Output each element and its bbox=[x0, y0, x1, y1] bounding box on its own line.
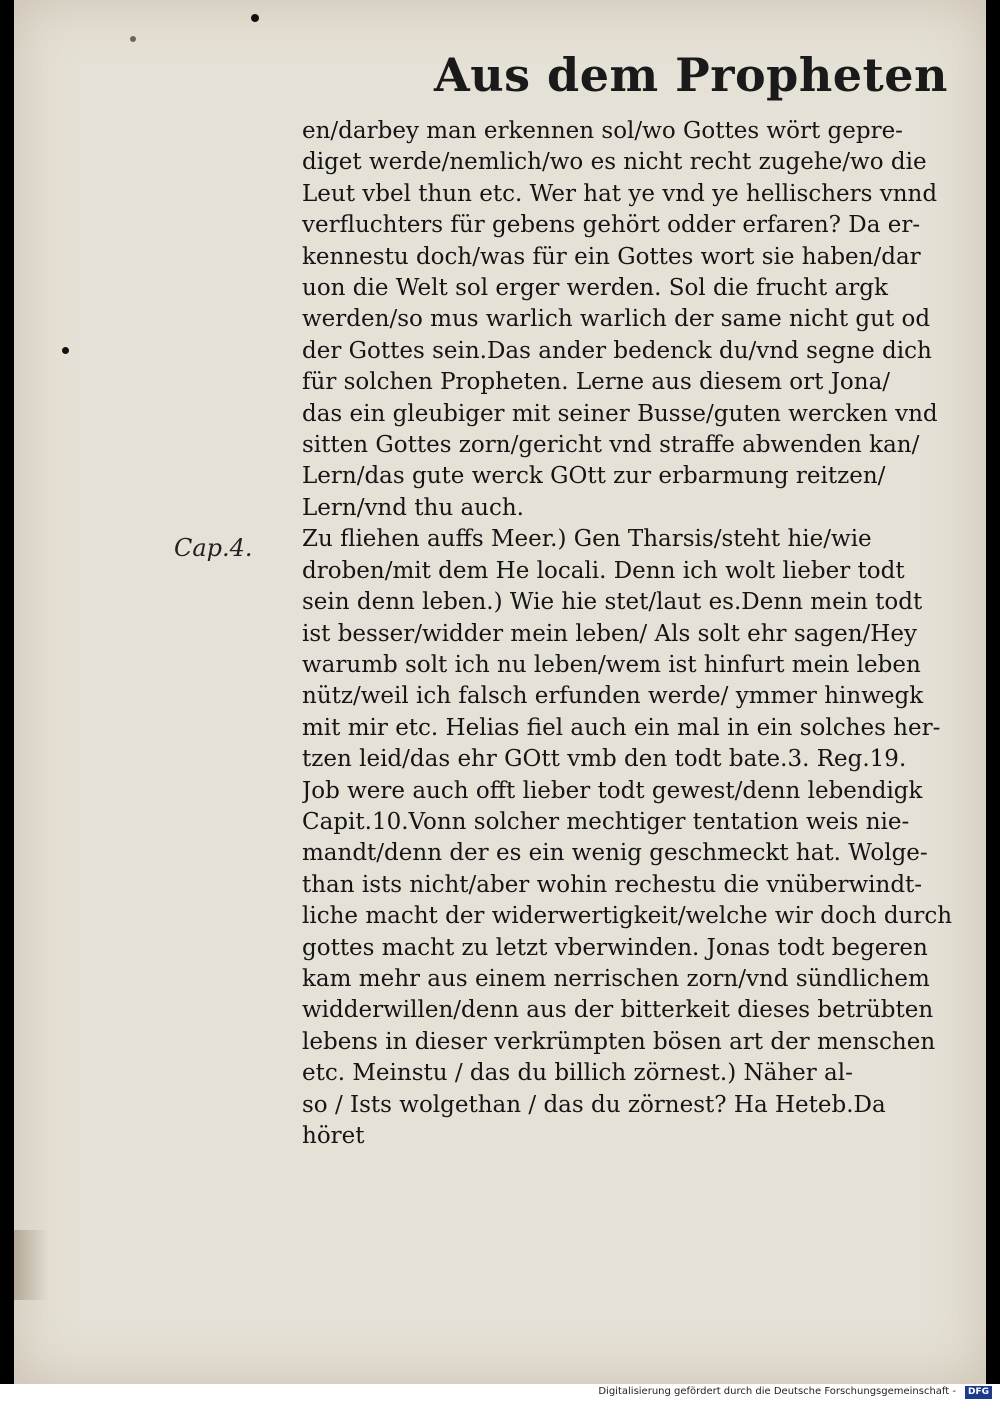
text-line: kam mehr aus einem nerrischen zorn/vnd sündlichem bbox=[302, 965, 930, 992]
text-line: der Gottes sein.Das ander bedenck du/vnd segne dich bbox=[302, 337, 932, 364]
footer-credit: Digitalisierung gefördert durch die Deutsche Forschungsgemeinschaft - bbox=[598, 1386, 956, 1397]
text-line: nütz/weil ich falsch erfunden werde/ ymmer hinwegk bbox=[302, 683, 924, 710]
text-line: warumb solt ich nu leben/wem ist hinfurt mein leben bbox=[302, 651, 921, 678]
text-line: Zu fliehen auffs Meer.) Gen Tharsis/steht hie/wie bbox=[302, 526, 872, 553]
text-line: Lern/das gute werck GOtt zur erbarmung reitzen/ bbox=[302, 463, 886, 490]
text-line: kennestu doch/was für ein Gottes wort sie haben/dar bbox=[302, 243, 921, 270]
text-line: für solchen Propheten. Lerne aus diesem ort Jona/ bbox=[302, 369, 891, 396]
text-line: mandt/denn der es ein wenig geschmeckt hat. Wolge- bbox=[302, 840, 928, 867]
body-text bbox=[302, 116, 982, 1152]
text-line: en/darbey man erkennen sol/wo Gottes wört gepre- bbox=[302, 118, 903, 144]
ink-spot bbox=[62, 347, 69, 354]
text-line: so / Ists wolgethan / das du zörnest? Ha Heteb.Da bbox=[302, 1091, 886, 1118]
text-line: liche macht der widerwertigkeit/welche wir doch durch bbox=[302, 903, 953, 930]
text-line: Leut vbel thun etc. Wer hat ye vnd ye hellischers vnnd bbox=[302, 180, 938, 207]
text-line: than ists nicht/aber wohin rechestu die vnüberwindt- bbox=[302, 871, 923, 898]
text-line: mit mir etc. Helias fiel auch ein mal in ein solches her- bbox=[302, 714, 941, 741]
text-line: diget werde/nemlich/wo es nicht recht zugehe/wo die bbox=[302, 149, 927, 176]
marginal-chapter-note: Cap.4. bbox=[174, 534, 253, 562]
text-line: droben/mit dem He locali. Denn ich wolt lieber todt bbox=[302, 557, 905, 584]
text-line: uon die Welt sol erger werden. Sol die frucht argk bbox=[302, 275, 888, 302]
text-line: Capit.10.Vonn solcher mechtiger tentation weis nie- bbox=[302, 808, 910, 835]
text-line: ist besser/widder mein leben/ Als solt ehr sagen/Hey bbox=[302, 620, 917, 647]
text-line: tzen leid/das ehr GOtt vmb den todt bate.3. Reg.19. bbox=[302, 746, 907, 773]
text-line: Lern/vnd thu auch. bbox=[302, 494, 524, 521]
ink-spot bbox=[130, 36, 136, 42]
text-line: werden/so mus warlich warlich der same nicht gut od bbox=[302, 306, 931, 333]
text-line: das ein gleubiger mit seiner Busse/guten wercken vnd bbox=[302, 400, 938, 427]
text-line: sitten Gottes zorn/gericht vnd straffe abwenden kan/ bbox=[302, 432, 920, 459]
page-title: Aus dem Propheten bbox=[434, 48, 949, 102]
text-line: widderwillen/denn aus der bitterkeit dieses betrübten bbox=[302, 997, 934, 1024]
text-line: verfluchters für gebens gehört odder erfaren? Da er- bbox=[302, 212, 921, 239]
text-line: etc. Meinstu / das du billich zörnest.) Näher al- bbox=[302, 1060, 853, 1087]
page-stain bbox=[14, 1230, 48, 1300]
text-line: sein denn leben.) Wie hie stet/laut es.Denn mein todt bbox=[302, 589, 923, 616]
text-line: lebens in dieser verkrümpten bösen art der menschen bbox=[302, 1028, 936, 1055]
scanned-page bbox=[14, 0, 986, 1384]
text-line: höret bbox=[302, 1123, 365, 1149]
text-line: gottes macht zu letzt vberwinden. Jonas todt begeren bbox=[302, 934, 928, 961]
ink-spot bbox=[251, 14, 259, 22]
dfg-logo-icon: DFG bbox=[965, 1386, 992, 1399]
text-line: Job were auch offt lieber todt gewest/denn lebendigk bbox=[302, 777, 923, 804]
